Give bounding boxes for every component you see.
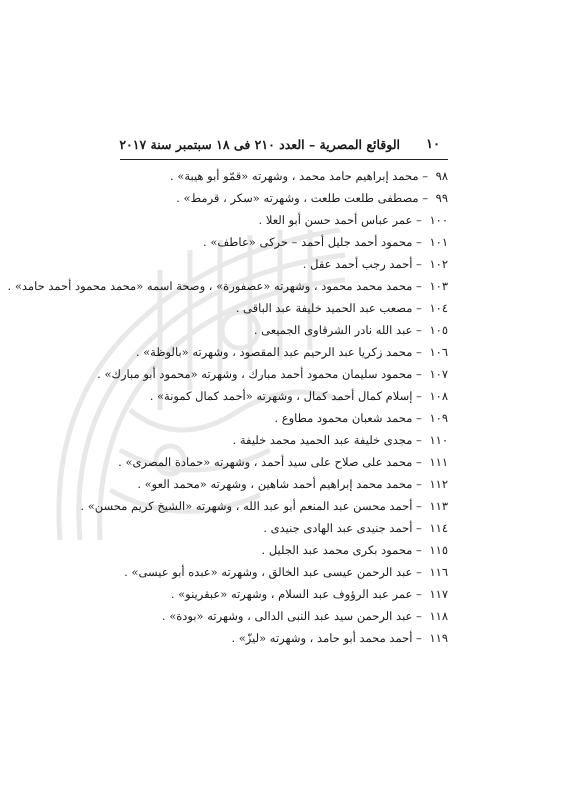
list-item [120,605,448,627]
entry-number: ١١٣ [429,499,448,513]
list-item [120,319,448,341]
entry-number: ١٠٣ [429,279,448,293]
entry-text: محمود أحمد جليل أحمد – حركى «عاطف» . [203,235,413,249]
entry-separator: – [412,565,426,579]
entry-separator: – [412,279,426,293]
entry-number: ١٠٤ [429,301,448,315]
entry-separator: – [418,191,432,205]
entry-number: ٩٩ [435,191,448,205]
entry-number: ١٠٢ [429,257,448,271]
list-item [120,407,448,429]
entry-number: ١٠٨ [429,389,448,403]
list-item [97,363,448,385]
entry-separator: – [412,301,426,315]
entry-number: ١١٧ [429,587,448,601]
list-item [120,385,448,407]
list-item [120,451,448,473]
list-item [120,187,448,209]
names-list [7,165,448,649]
list-item [120,253,448,275]
list-item [120,473,448,495]
list-item [120,627,448,649]
entry-number: ١١٠ [429,433,448,447]
entry-separator: – [412,499,426,513]
list-item [120,517,448,539]
list-item [120,429,448,451]
entry-separator: – [412,587,426,601]
gazette-issue-title: الوقائع المصرية – العدد ٢١٠ فى ١٨ سبتمبر سنة ٢٠١٧ [119,137,400,152]
entry-number: ١٠٦ [429,345,448,359]
entry-separator: – [412,609,426,623]
entry-separator: – [412,389,426,403]
entry-text: محمد إبراهيم حامد محمد ، وشهرته «قمّو أبو هيبة» . [169,169,419,183]
entry-text: محمد شعبان محمود مطاوع . [274,411,413,425]
entry-number: ١٠١ [429,235,448,249]
entry-number: ١١٦ [429,565,448,579]
entry-separator: – [412,257,426,271]
entry-separator: – [412,455,426,469]
page-number: ١٠ [426,137,440,152]
entry-number: ١١٢ [429,477,448,491]
entry-text: محمود بكرى محمد عبد الجليل . [261,543,413,557]
list-item [120,297,448,319]
entry-separator: – [412,213,426,227]
entry-separator: – [412,543,426,557]
entry-text: عبد الله نادر الشرقاوى الجميعى . [253,323,413,337]
entry-separator: – [412,631,426,645]
list-item [120,209,448,231]
entry-separator: – [412,345,426,359]
entry-number: ١٠٩ [429,411,448,425]
entry-separator: – [412,367,426,381]
entry-text: عمر عبد الرؤوف عبد السلام ، وشهرته «عبقرينو» . [170,587,413,601]
entry-text: مجدى خليفة عبد الحميد محمد خليفة . [232,433,413,447]
entry-separator: – [412,433,426,447]
entry-text: مصطفى طلعت طلعت ، وشهرته «سكر ، قرمط» . [176,191,419,205]
entry-separator: – [412,235,426,249]
entry-separator: – [418,169,432,183]
entry-number: ١١٩ [429,631,448,645]
entry-text: مصعب عبد الحميد خليفة عبد الباقى . [235,301,413,315]
entry-text: عبد الرحمن عيسى عبد الخالق ، وشهرته «عبده أبو عيسى» . [124,565,413,579]
entry-number: ١١٤ [429,521,448,535]
entry-text: محمود سليمان محمود أحمد مبارك ، وشهرته «محمود أبو مبارك» . [97,367,413,381]
list-item [120,231,448,253]
list-item [120,341,448,363]
entry-number: ١٠٧ [429,367,448,381]
entry-separator: – [412,477,426,491]
entry-text: محمد محمد إبراهيم أحمد شاهين ، وشهرته «محمد العو» . [137,477,413,491]
entry-number: ١٠٠ [429,213,448,227]
entry-number: ١٠٥ [429,323,448,337]
entry-number: ١١٥ [429,543,448,557]
entry-text: أحمد محسن عبد المنعم أبو عبد الله ، وشهرته «الشيخ كريم محسن» . [80,499,413,513]
entry-text: أحمد جنيدى عبد الهادى جنيدى . [263,521,413,535]
entry-separator: – [412,521,426,535]
entry-text: محمد محمد محمود ، وشهرته «عصفورة» ، وصحة اسمه «محمد محمود أحمد حامد» . [7,279,413,293]
entry-text: إسلام كمال أحمد كمال ، وشهرته «أحمد كمال كمونة» . [149,389,413,403]
list-item [7,275,448,297]
page-header [120,133,448,160]
entry-separator: – [412,411,426,425]
entry-number: ١١١ [429,455,448,469]
entry-number: ١١٨ [429,609,448,623]
entry-text: محمد على صلاح على سيد أحمد ، وشهرته «حمادة المصرى» . [118,455,413,469]
list-item [120,583,448,605]
entry-text: عمر عباس أحمد حسن أبو العلا . [258,213,413,227]
entry-text: عبد الرحمن سيد عبد النبى الدالى ، وشهرته «بودة» . [161,609,413,623]
entry-number: ٩٨ [435,169,448,183]
list-item [80,495,448,517]
entry-text: أحمد رجب أحمد عقل . [302,257,413,271]
entry-text: أحمد محمد أبو حامد ، وشهرته «ليزّ» . [231,631,413,645]
list-item [120,539,448,561]
list-item [120,561,448,583]
entry-separator: – [412,323,426,337]
list-item [120,165,448,187]
entry-text: محمد زكريا عبد الرحيم عبد المقصود ، وشهرته «بالوظة» . [135,345,413,359]
